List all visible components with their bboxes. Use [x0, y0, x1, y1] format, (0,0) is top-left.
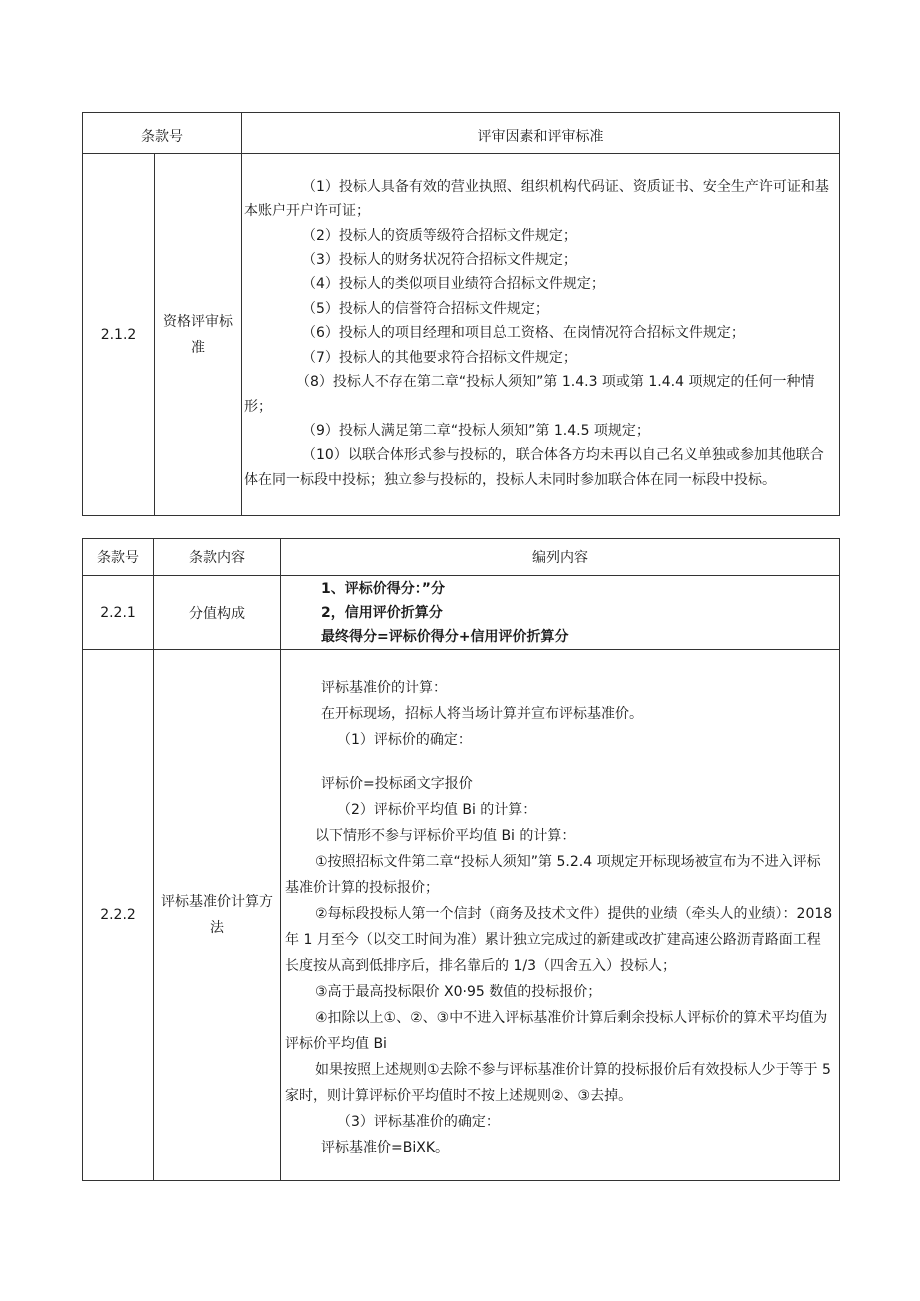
criteria-item: （10）以联合体形式参与投标的，联合体各方均未再以自己名义单独或参加其他联合体在同一标段中投标；独立参与投标的，投标人未同时参加联合体在同一标段中投标。 — [244, 447, 824, 488]
evaluation-table — [82, 538, 840, 1181]
clause-name-text: 资格评审标准 — [163, 313, 233, 356]
table-header-row — [83, 113, 840, 154]
table-row — [83, 154, 840, 516]
criteria-item: （7）投标人的其他要求符合招标文件规定； — [302, 349, 577, 366]
header-clause-number: 条款号 — [83, 113, 242, 154]
header-compiled-content: 编列内容 — [281, 539, 840, 576]
header-clause-number: 条款号 — [83, 539, 154, 576]
criteria-list — [242, 154, 840, 516]
method-line: 如果按照上述规则①去除不参与评标基准价计算的投标报价后有效投标人少于等于 5 家时，则计算评标价平均值时不按上述规则②、③去掉。 — [285, 1062, 831, 1104]
score-line: 最终得分=评标价得分+信用评价折算分 — [321, 628, 569, 645]
qualification-table — [82, 112, 840, 516]
clause-number: 2.2.2 — [83, 650, 154, 1181]
method-line: 以下情形不参与评标价平均值 Bi 的计算： — [315, 828, 576, 844]
method-line: 评标基准价的计算： — [321, 680, 447, 696]
criteria-item: （9）投标人满足第二章“投标人须知”第 1.4.5 项规定； — [302, 422, 650, 439]
criteria-item: （4）投标人的类似项目业绩符合招标文件规定； — [302, 276, 605, 293]
clause-name — [155, 154, 242, 516]
header-review-criteria: 评审因素和评审标准 — [242, 113, 840, 154]
criteria-item: （3）投标人的财务状况符合招标文件规定； — [302, 252, 577, 269]
method-line: ③高于最高投标限价 X0·95 数值的投标报价； — [315, 984, 602, 1000]
method-line: ①按照招标文件第二章“投标人须知”第 5.2.4 项规定开标现场被宣布为不进入评标基准价计算的投标报价； — [285, 854, 821, 896]
clause-name — [154, 650, 281, 1181]
table-header-row — [83, 539, 840, 576]
clause-name: 分值构成 — [154, 576, 281, 650]
table-row — [83, 650, 840, 1181]
criteria-item: （6）投标人的项目经理和项目总工资格、在岗情况符合招标文件规定； — [302, 325, 745, 342]
method-line: ②每标段投标人第一个信封（商务及技术文件）提供的业绩（牵头人的业绩）：2018 年 1 月至今（以交工时间为准）累计独立完成过的新建或改扩建高速公路沥青路面工程长度按从高到低排序后，排名靠后的 1/3（四舍五入）投标人； — [285, 906, 833, 974]
criteria-item: （8）投标人不存在第二章“投标人须知”第 1.4.3 项或第 1.4.4 项规定的任何一种情形； — [244, 374, 815, 415]
clause-name-text: 评标基准价计算方法 — [161, 894, 273, 936]
method-line: 评标基准价=BiXK。 — [321, 1140, 449, 1156]
criteria-item: （1）投标人具备有效的营业执照、组织机构代码证、资质证书、安全生产许可证和基本账户开户许可证； — [244, 178, 829, 220]
clause-number: 2.2.1 — [83, 576, 154, 650]
method-line: （2）评标价平均值 Bi 的计算： — [337, 802, 537, 818]
criteria-item: （5）投标人的信誉符合招标文件规定； — [302, 300, 549, 317]
score-line: 1、评标价得分：”分 — [321, 580, 445, 597]
criteria-item: （2）投标人的资质等级符合招标文件规定； — [302, 227, 577, 244]
method-line: （1）评标价的确定： — [337, 732, 472, 748]
calculation-method — [281, 650, 840, 1181]
score-line: 2，信用评价折算分 — [321, 604, 443, 621]
spacer — [285, 753, 833, 771]
table-row — [83, 576, 840, 650]
header-clause-content: 条款内容 — [154, 539, 281, 576]
score-composition — [281, 576, 840, 650]
method-line: 在开标现场，招标人将当场计算并宣布评标基准价。 — [321, 706, 643, 722]
clause-number: 2.1.2 — [83, 154, 155, 516]
method-line: ④扣除以上①、②、③中不进入评标基准价计算后剩余投标人评标价的算术平均值为评标价平均值 Bi — [285, 1010, 828, 1052]
method-line: 评标价=投标函文字报价 — [321, 776, 473, 792]
method-line: （3）评标基准价的确定： — [337, 1114, 500, 1130]
